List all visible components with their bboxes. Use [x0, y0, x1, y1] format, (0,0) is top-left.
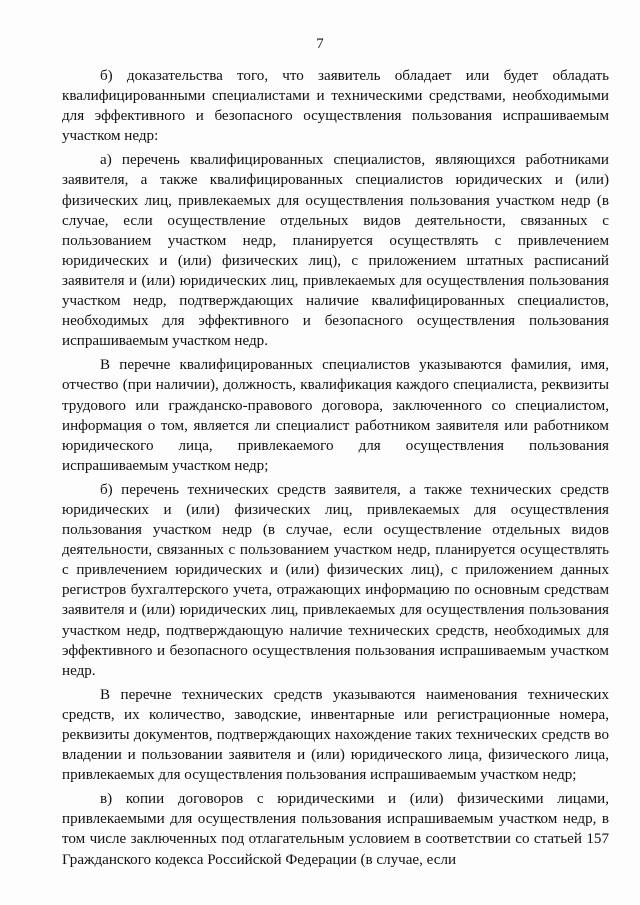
page-number: 7 [316, 36, 324, 52]
paragraph-technical-means-list: б) перечень технических средств заявителя, а также технических средств юридических и (или) физических лиц, привлекаемых для осуществления пользования участком недр (в случае, если осуществление отдельных видов деятельности, связанных с пользованием участком недр, планируется осуществлять с привлечением юридических и (или) физических лиц), с приложением данных регистров бухгалтерского учета, отражающих информацию по основным средствам заявителя и (или) юридических лиц, привлекаемых для осуществления пользования участком недр, подтверждающую наличие технических средств, необходимых для эффективного и безопасного осуществления пользования испрашиваемым участком недр. [62, 481, 609, 679]
paragraph-specialists-details: В перечне квалифицированных специалистов указываются фамилия, имя, отчество (при наличии), должность, квалификация каждого специалиста, реквизиты трудового или гражданско-правового договора, заключенного со специалистом, информация о том, является ли специалист работником заявителя или работником юридического лица, привлекаемого для осуществления пользования испрашиваемым участком недр; [62, 357, 609, 474]
paragraph-contract-copies: в) копии договоров с юридическими и (или) физическими лицами, привлекаемыми для осуществления пользования испрашиваемым участком недр, в том числе заключенных под отлагательным условием в соответствии со статьей 157 Гражданского кодекса Российской Федерации (в случае, если [62, 791, 609, 868]
paragraph-specialists-list: а) перечень квалифицированных специалистов, являющихся работниками заявителя, а также квалифицированных специалистов юридических и (или) физических лиц, привлекаемых для осуществления пользования участком недр (в случае, если осуществление отдельных видов деятельности, связанных с пользованием участком недр, планируется осуществлять с привлечением юридических и (или) физических лиц), с приложением штатных расписаний заявителя и (или) юридических лиц, привлекаемых для осуществления пользования участком недр, подтверждающих наличие квалифицированных специалистов, необходимых для эффективного и безопасного осуществления пользования испрашиваемым участком недр. [62, 152, 609, 350]
document-body [62, 66, 609, 874]
paragraph-technical-means-details: В перечне технических средств указываются наименования технических средств, их количество, заводские, инвентарные или регистрационные номера, реквизиты документов, подтверждающих нахождение таких технических средств во владении и пользовании заявителя и (или) юридического лица, физического лица, привлекаемых для осуществления пользования испрашиваемым участком недр; [62, 686, 609, 784]
paragraph-evidence-b: б) доказательства того, что заявитель обладает или будет обладать квалифицированными специалистами и техническими средствами, необходимыми для эффективного и безопасного осуществления пользования испрашиваемым участком недр: [62, 68, 609, 145]
